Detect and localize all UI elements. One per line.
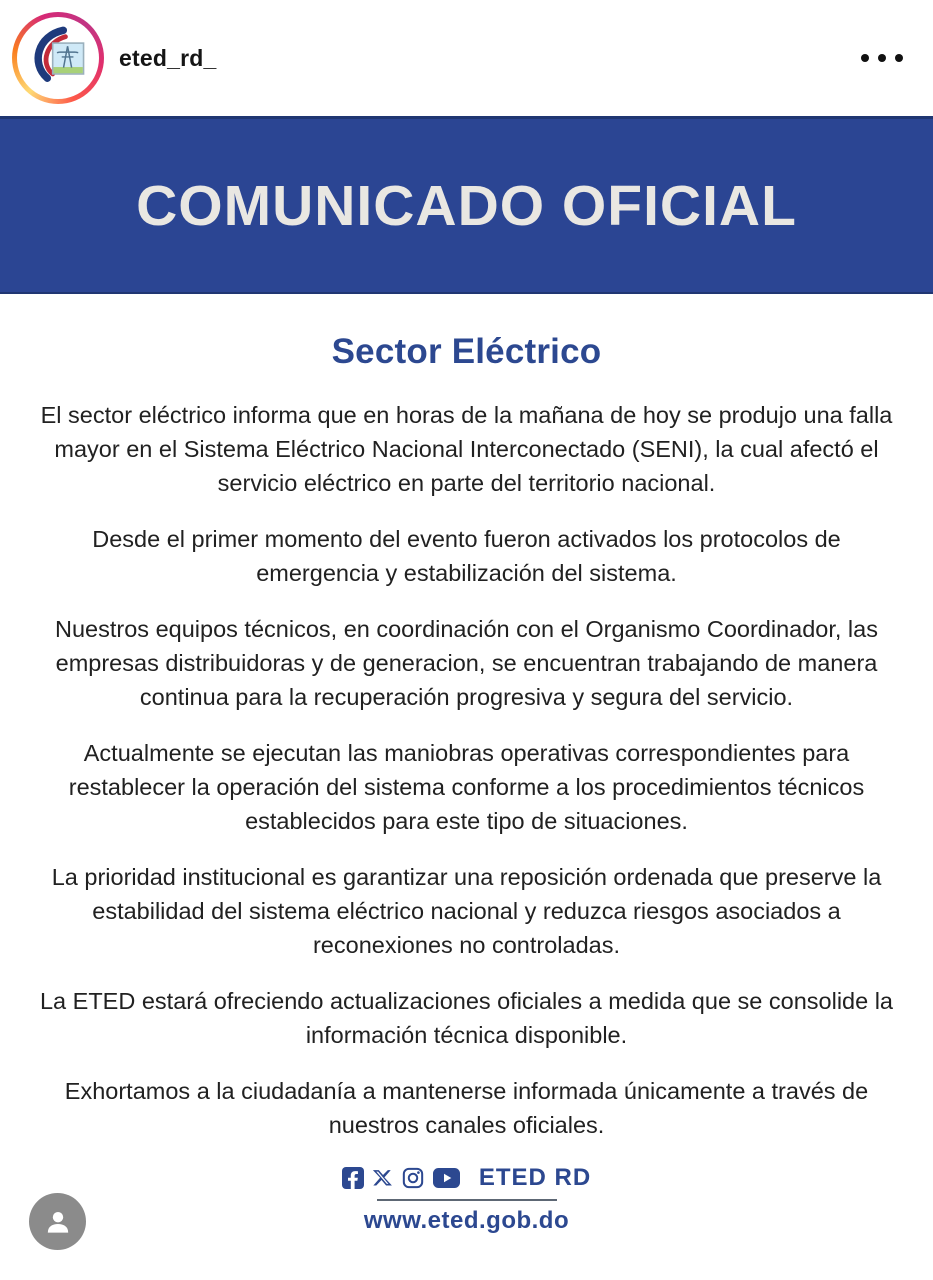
paragraph-3: Nuestros equipos técnicos, en coordinación con el Organismo Coordinador, las empresas distribuidoras y de generacion, se encuentran trabajando de manera continua para la recuperación progresiva y segura del servicio. [55,616,878,710]
person-icon [42,1206,74,1238]
tower-photo-icon [53,43,84,74]
instagram-icon [402,1167,424,1189]
ellipsis-dot [861,54,869,62]
facebook-icon [342,1167,364,1189]
paragraph-6: La ETED estará ofreciendo actualizaciones oficiales a medida que se consolide la información técnica disponible. [39,988,894,1048]
content-title: Sector Eléctrico [331,332,602,371]
post-header [0,0,933,116]
profile-avatar[interactable] [12,12,104,104]
banner [0,116,933,294]
paragraph-7: Exhortamos a la ciudadanía a mantenerse informada únicamente a través de nuestros canales oficiales. [64,1078,869,1138]
ellipsis-dot [878,54,886,62]
floating-user-avatar[interactable] [29,1193,86,1250]
footer-divider [377,1199,557,1201]
brand-name: ETED RD [478,1164,592,1191]
username[interactable]: eted_rd_ [119,44,217,71]
x-icon [373,1168,393,1188]
paragraph-1: El sector eléctrico informa que en horas de la mañana de hoy se produjo una falla mayor en el Sistema Eléctrico Nacional Interconectado (SENI), la cual afectó el servicio eléctrico en parte del territorio nacional. [40,402,893,496]
paragraph-2: Desde el primer momento del evento fueron activados los protocolos de emergencia y estabilización del sistema. [92,526,841,586]
eted-logo-icon [17,17,99,99]
banner-title: COMUNICADO OFICIAL [136,173,797,238]
communique-body [0,294,933,1142]
footer-social-row [342,1164,591,1192]
youtube-icon [433,1168,460,1188]
paragraph-5: La prioridad institucional es garantizar una reposición ordenada que preserve la estabilidad del sistema eléctrico nacional y reduzca riesgos asociados a reconexiones no controladas. [51,864,882,958]
website-url: www.eted.gob.do [363,1207,570,1234]
post-footer [0,1164,933,1235]
ellipsis-dot [895,54,903,62]
more-options-button[interactable] [861,44,903,72]
eted-logo-graphic [25,25,91,91]
post-image[interactable] [0,116,933,1235]
paragraph-4: Actualmente se ejecutan las maniobras operativas correspondientes para restablecer la operación del sistema conforme a los procedimientos técnicos establecidos para este tipo de situaciones. [68,740,865,834]
